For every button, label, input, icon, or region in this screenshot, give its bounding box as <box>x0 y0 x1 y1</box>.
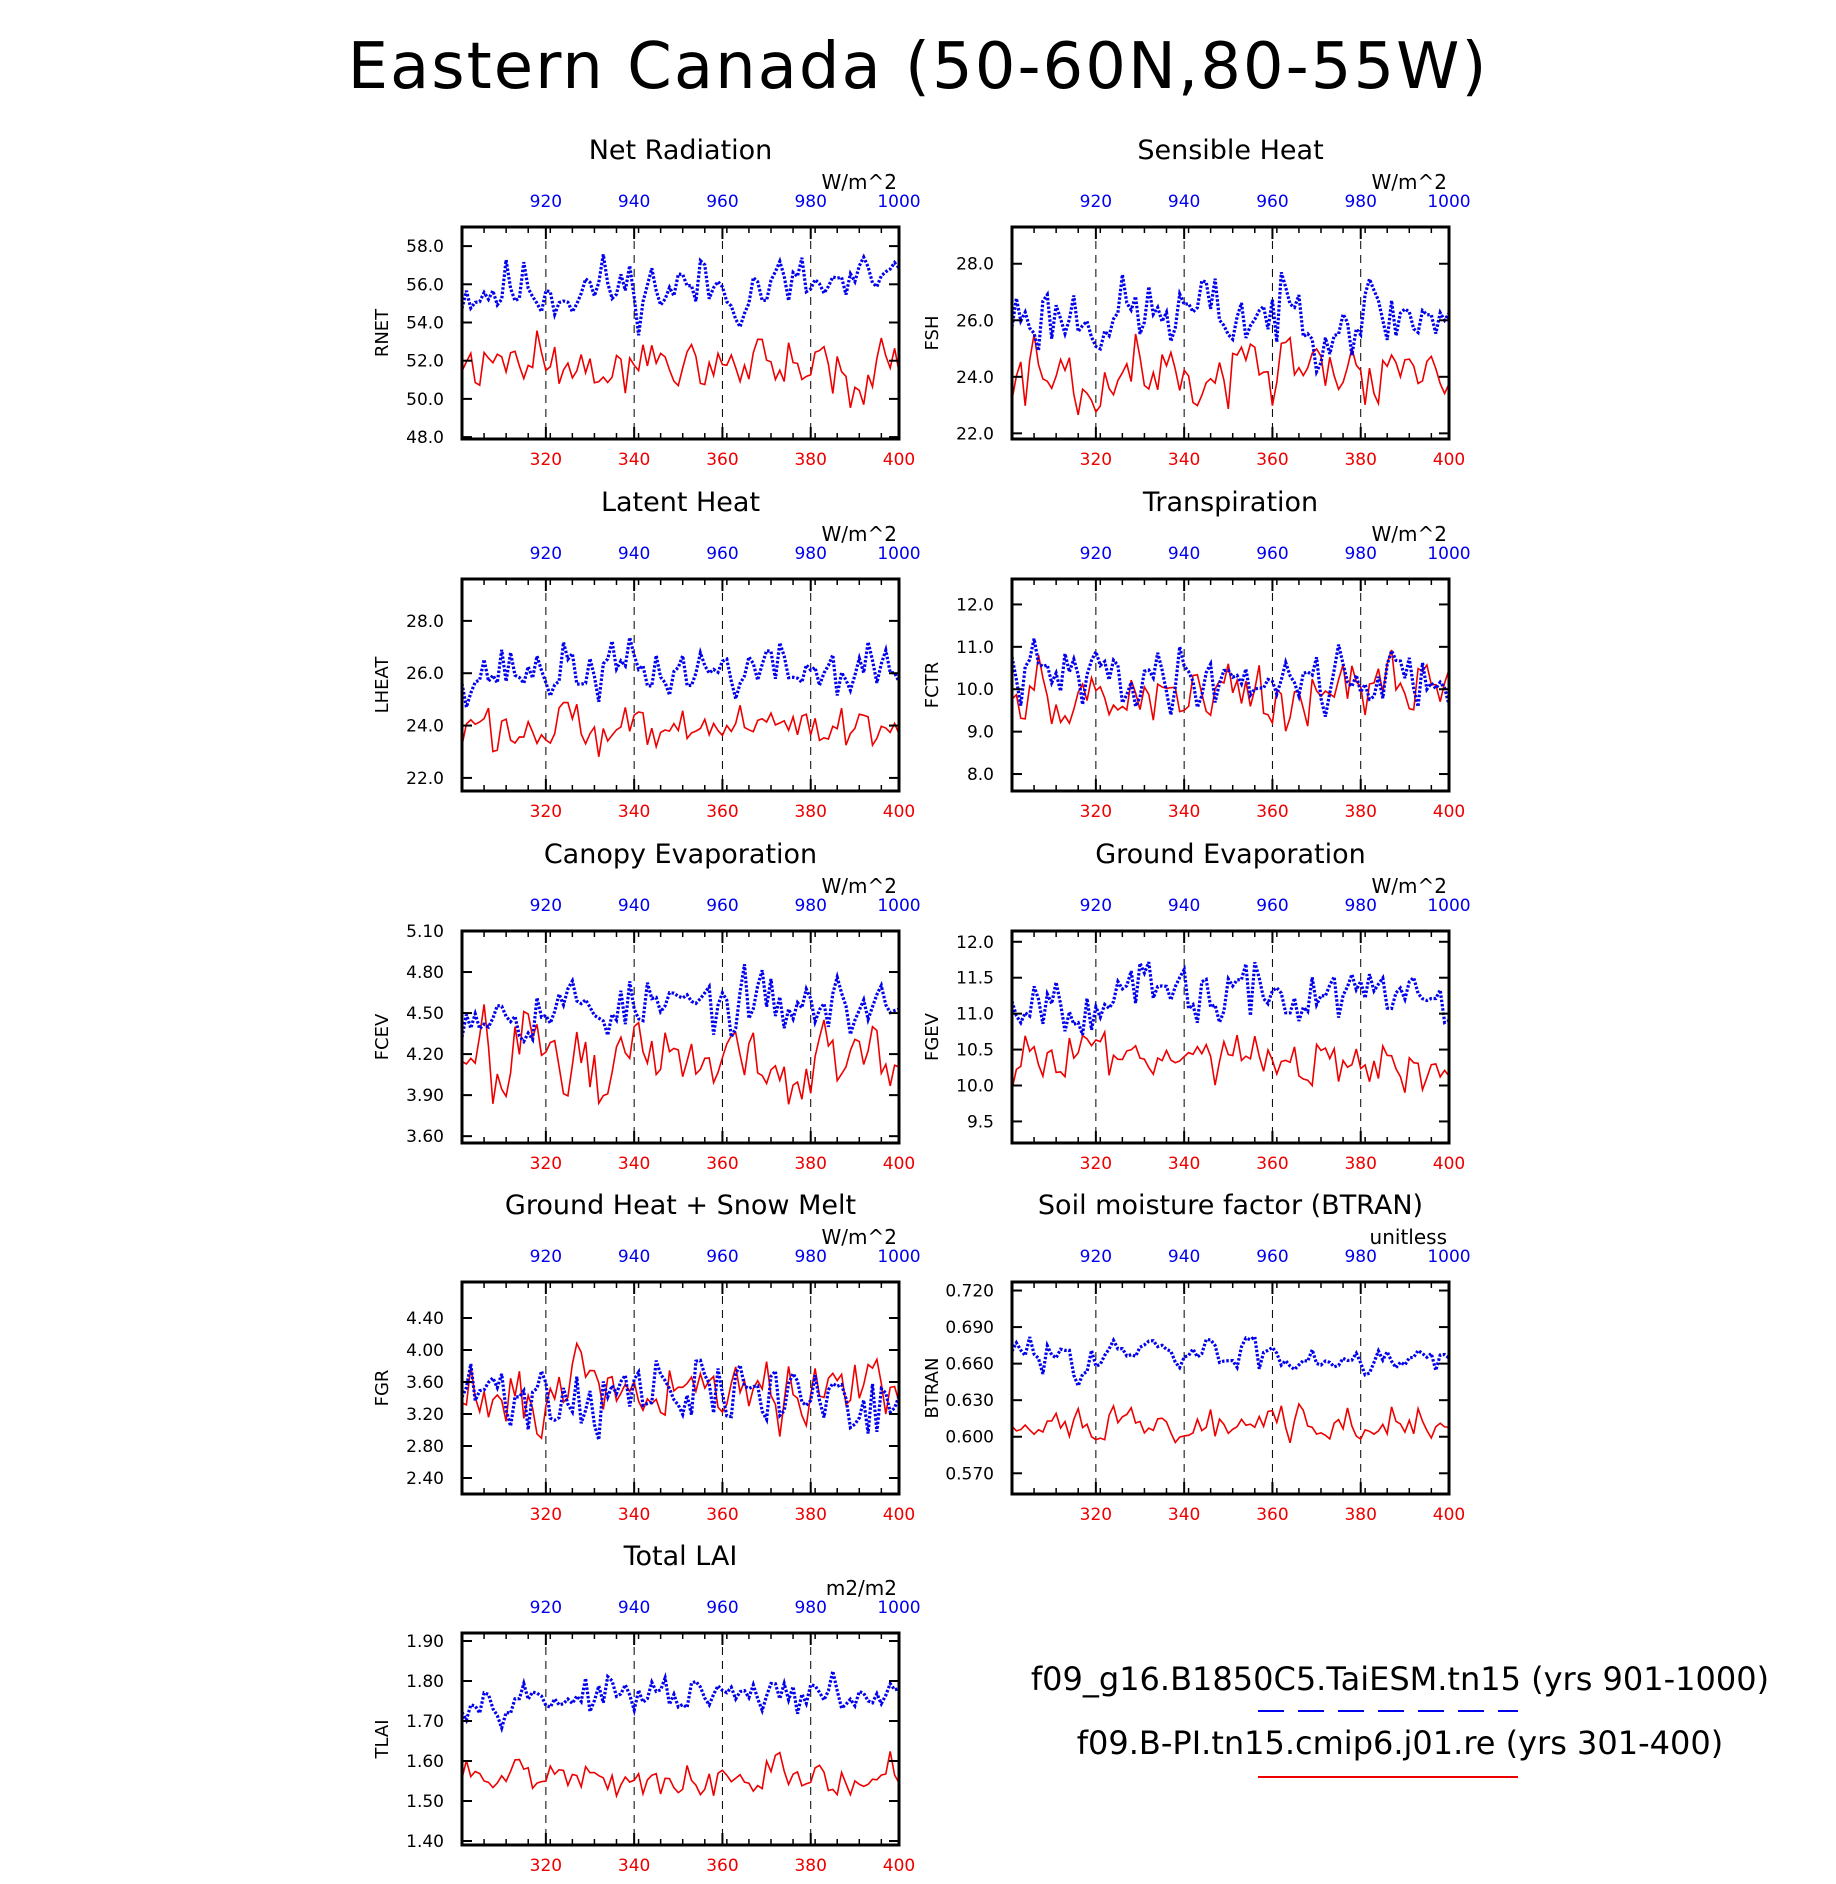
x-tick-label-bottom: 360 <box>706 802 739 822</box>
x-tick-label-bottom: 400 <box>1432 802 1466 822</box>
series-line-red <box>1012 1032 1449 1093</box>
plot-frame <box>462 227 899 439</box>
x-tick-label-bottom: 380 <box>794 1856 827 1876</box>
page-title: Eastern Canada (50-60N,80-55W) <box>347 30 1489 104</box>
y-axis-label: FGEV <box>922 1013 943 1061</box>
panel-title: Ground Evaporation <box>1095 839 1366 870</box>
series-line-red <box>462 331 899 408</box>
y-tick-label: 52.0 <box>406 351 444 372</box>
x-tick-label-bottom: 320 <box>1079 1505 1113 1525</box>
panel-title: Ground Heat + Snow Melt <box>504 1190 857 1221</box>
y-tick-label: 11.5 <box>956 968 994 989</box>
x-tick-label-top: 1000 <box>1427 192 1471 212</box>
x-tick-label-top: 980 <box>794 544 827 564</box>
x-tick-label-bottom: 380 <box>794 1154 827 1174</box>
x-tick-label-bottom: 360 <box>1256 450 1289 470</box>
x-tick-label-top: 920 <box>529 192 563 212</box>
x-tick-label-bottom: 340 <box>617 1154 651 1174</box>
y-tick-label: 3.60 <box>406 1127 444 1148</box>
panel-title: Net Radiation <box>588 135 773 166</box>
y-tick-label: 26.0 <box>956 311 994 332</box>
series-line-red <box>1012 334 1449 415</box>
y-tick-label: 0.720 <box>945 1281 994 1302</box>
y-axis-label: LHEAT <box>372 656 393 714</box>
x-tick-label-top: 1000 <box>1427 544 1471 564</box>
x-tick-label-bottom: 360 <box>706 1505 739 1525</box>
plot-frame <box>1012 1282 1449 1494</box>
x-tick-label-top: 1000 <box>877 544 921 564</box>
x-tick-label-top: 1000 <box>877 1247 921 1267</box>
y-axis-label: BTRAN <box>922 1357 943 1419</box>
y-tick-label: 1.50 <box>406 1792 444 1812</box>
x-tick-label-bottom: 380 <box>1344 1505 1377 1525</box>
y-tick-label: 24.0 <box>406 716 444 737</box>
series-line-red <box>462 703 899 757</box>
y-axis-label: RNET <box>372 308 393 358</box>
y-tick-label: 56.0 <box>406 275 444 296</box>
panel-fgr <box>372 1190 921 1525</box>
x-tick-label-bottom: 340 <box>617 1505 651 1525</box>
x-tick-label-top: 940 <box>617 896 651 916</box>
x-tick-label-bottom: 380 <box>794 802 827 822</box>
series-line-blue <box>1012 1337 1449 1386</box>
x-tick-label-top: 960 <box>706 1598 739 1618</box>
panel-title: Latent Heat <box>600 487 761 518</box>
plot-frame <box>1012 931 1449 1143</box>
y-tick-label: 54.0 <box>406 313 444 334</box>
y-tick-label: 10.0 <box>956 1076 994 1097</box>
x-tick-label-top: 1000 <box>877 896 921 916</box>
y-tick-label: 28.0 <box>406 611 444 632</box>
x-tick-label-bottom: 320 <box>1079 1154 1113 1174</box>
x-tick-label-top: 1000 <box>1427 1247 1471 1267</box>
x-tick-label-top: 980 <box>1344 1247 1377 1267</box>
x-tick-label-bottom: 360 <box>1256 1154 1289 1174</box>
panel-units: W/m^2 <box>1371 874 1447 898</box>
x-tick-label-top: 980 <box>1344 192 1377 212</box>
x-tick-label-bottom: 320 <box>529 1154 563 1174</box>
x-tick-label-top: 980 <box>794 1247 827 1267</box>
panel-btran <box>922 1190 1471 1525</box>
x-tick-label-bottom: 320 <box>529 1505 563 1525</box>
y-tick-label: 0.600 <box>945 1427 994 1448</box>
x-tick-label-top: 980 <box>1344 544 1377 564</box>
panel-title: Canopy Evaporation <box>543 839 818 870</box>
x-tick-label-top: 980 <box>794 896 827 916</box>
x-tick-label-bottom: 340 <box>1167 1505 1201 1525</box>
x-tick-label-top: 920 <box>529 1247 563 1267</box>
x-tick-label-bottom: 400 <box>882 802 916 822</box>
y-axis-label: FCTR <box>922 661 943 709</box>
x-tick-label-top: 920 <box>1079 896 1113 916</box>
x-tick-label-top: 960 <box>706 192 739 212</box>
panel-units: m2/m2 <box>825 1576 897 1600</box>
x-tick-label-top: 940 <box>617 544 651 564</box>
x-tick-label-bottom: 400 <box>1432 450 1466 470</box>
x-tick-label-bottom: 380 <box>1344 802 1377 822</box>
y-tick-label: 10.5 <box>956 1040 994 1061</box>
legend-blue-label: f09_g16.B1850C5.TaiESM.tn15 (yrs 901-1000) <box>1030 1660 1770 1698</box>
y-tick-label: 0.630 <box>945 1391 994 1412</box>
y-tick-label: 0.690 <box>945 1318 994 1339</box>
series-line-blue <box>462 1671 899 1728</box>
panel-units: W/m^2 <box>821 874 897 898</box>
plot-frame <box>1012 227 1449 439</box>
legend-blue-swatch <box>1258 1708 1518 1714</box>
x-tick-label-top: 980 <box>794 192 827 212</box>
y-tick-label: 3.60 <box>406 1373 444 1393</box>
x-tick-label-top: 960 <box>1256 1247 1289 1267</box>
x-tick-label-bottom: 360 <box>1256 802 1289 822</box>
panel-title: Transpiration <box>1142 487 1319 518</box>
x-tick-label-top: 980 <box>794 1598 827 1618</box>
x-tick-label-bottom: 400 <box>1432 1505 1466 1525</box>
x-tick-label-bottom: 340 <box>1167 802 1201 822</box>
panel-fsh <box>922 135 1471 470</box>
panel-title: Soil moisture factor (BTRAN) <box>1037 1190 1424 1221</box>
panel-units: W/m^2 <box>1371 522 1447 546</box>
series-line-red <box>462 1751 899 1796</box>
panel-fgev <box>922 839 1471 1174</box>
y-tick-label: 4.20 <box>406 1045 444 1066</box>
panel-units: W/m^2 <box>1371 170 1447 194</box>
plot-frame <box>462 579 899 791</box>
x-tick-label-bottom: 340 <box>617 450 651 470</box>
y-tick-label: 12.0 <box>956 932 994 953</box>
panel-lheat <box>372 487 921 822</box>
x-tick-label-top: 1000 <box>877 1598 921 1618</box>
x-tick-label-top: 940 <box>1167 192 1201 212</box>
panel-units: W/m^2 <box>821 1225 897 1249</box>
y-tick-label: 9.5 <box>966 1112 994 1133</box>
x-tick-label-bottom: 340 <box>1167 1154 1201 1174</box>
x-tick-label-top: 920 <box>529 896 563 916</box>
x-tick-label-top: 1000 <box>877 192 921 212</box>
x-tick-label-top: 940 <box>1167 544 1201 564</box>
legend-red-swatch <box>1258 1774 1518 1780</box>
x-tick-label-bottom: 380 <box>794 450 827 470</box>
x-tick-label-bottom: 340 <box>617 1856 651 1876</box>
y-tick-label: 4.80 <box>406 963 444 984</box>
y-tick-label: 50.0 <box>406 389 444 410</box>
series-line-blue <box>1012 962 1449 1035</box>
x-tick-label-top: 960 <box>1256 192 1289 212</box>
series-line-blue <box>462 637 899 707</box>
x-tick-label-bottom: 360 <box>706 1154 739 1174</box>
x-tick-label-bottom: 320 <box>1079 802 1113 822</box>
x-tick-label-bottom: 340 <box>1167 450 1201 470</box>
x-tick-label-top: 1000 <box>1427 896 1471 916</box>
y-tick-label: 1.40 <box>406 1832 444 1852</box>
panel-units: W/m^2 <box>821 522 897 546</box>
x-tick-label-top: 960 <box>1256 896 1289 916</box>
x-tick-label-top: 920 <box>1079 544 1113 564</box>
x-tick-label-bottom: 400 <box>882 1154 916 1174</box>
y-tick-label: 2.80 <box>406 1437 444 1457</box>
y-tick-label: 11.0 <box>956 637 994 658</box>
series-line-red <box>1012 1404 1449 1443</box>
y-tick-label: 28.0 <box>956 254 994 275</box>
y-tick-label: 5.10 <box>406 922 444 942</box>
x-tick-label-bottom: 360 <box>706 450 739 470</box>
y-axis-label: FCEV <box>372 1013 393 1061</box>
y-tick-label: 22.0 <box>956 424 994 445</box>
x-tick-label-bottom: 320 <box>529 450 563 470</box>
y-tick-label: 0.660 <box>945 1354 994 1375</box>
series-line-blue <box>462 254 899 335</box>
x-tick-label-bottom: 380 <box>794 1505 827 1525</box>
x-tick-label-top: 960 <box>1256 544 1289 564</box>
y-tick-label: 8.0 <box>966 765 994 786</box>
series-line-blue <box>462 964 899 1041</box>
panel-tlai <box>372 1541 921 1876</box>
y-tick-label: 58.0 <box>406 237 444 258</box>
x-tick-label-top: 940 <box>1167 1247 1201 1267</box>
x-tick-label-top: 960 <box>706 544 739 564</box>
x-tick-label-bottom: 320 <box>1079 450 1113 470</box>
x-tick-label-bottom: 400 <box>1432 1154 1466 1174</box>
series-line-red <box>462 1004 899 1104</box>
y-tick-label: 1.70 <box>406 1712 444 1732</box>
x-tick-label-top: 920 <box>1079 1247 1113 1267</box>
y-tick-label: 48.0 <box>406 428 444 449</box>
y-tick-label: 2.40 <box>406 1469 444 1489</box>
plot-frame <box>462 1633 899 1845</box>
y-tick-label: 4.50 <box>406 1004 444 1025</box>
panel-title: Total LAI <box>623 1541 738 1572</box>
legend-red-label: f09.B-PI.tn15.cmip6.j01.re (yrs 301-400) <box>1076 1724 1724 1762</box>
x-tick-label-bottom: 320 <box>529 802 563 822</box>
x-tick-label-bottom: 400 <box>882 1856 916 1876</box>
x-tick-label-top: 940 <box>1167 896 1201 916</box>
x-tick-label-top: 940 <box>617 1598 651 1618</box>
panel-units: unitless <box>1369 1225 1447 1249</box>
y-tick-label: 9.0 <box>966 722 994 743</box>
x-tick-label-top: 960 <box>706 896 739 916</box>
y-tick-label: 1.80 <box>406 1672 444 1692</box>
x-tick-label-top: 960 <box>706 1247 739 1267</box>
x-tick-label-bottom: 400 <box>882 450 916 470</box>
y-tick-label: 12.0 <box>956 595 994 616</box>
y-tick-label: 0.570 <box>945 1464 994 1485</box>
panel-fctr <box>922 487 1471 822</box>
x-tick-label-bottom: 400 <box>882 1505 916 1525</box>
x-tick-label-top: 920 <box>529 1598 563 1618</box>
x-tick-label-bottom: 380 <box>1344 1154 1377 1174</box>
x-tick-label-top: 920 <box>529 544 563 564</box>
panel-fcev <box>372 839 921 1174</box>
x-tick-label-top: 980 <box>1344 896 1377 916</box>
x-tick-label-top: 940 <box>617 1247 651 1267</box>
y-axis-label: FGR <box>372 1369 393 1407</box>
panel-rnet <box>372 135 921 470</box>
y-tick-label: 3.90 <box>406 1086 444 1107</box>
x-tick-label-bottom: 380 <box>1344 450 1377 470</box>
y-tick-label: 22.0 <box>406 768 444 789</box>
y-tick-label: 11.0 <box>956 1004 994 1025</box>
y-tick-label: 26.0 <box>406 664 444 685</box>
y-tick-label: 10.0 <box>956 680 994 701</box>
y-tick-label: 1.90 <box>406 1632 444 1652</box>
panel-title: Sensible Heat <box>1137 135 1324 166</box>
x-tick-label-top: 940 <box>617 192 651 212</box>
y-tick-label: 24.0 <box>956 367 994 388</box>
y-tick-label: 3.20 <box>406 1405 444 1425</box>
series-line-blue <box>1012 272 1449 371</box>
x-tick-label-bottom: 320 <box>529 1856 563 1876</box>
x-tick-label-top: 920 <box>1079 192 1113 212</box>
x-tick-label-bottom: 360 <box>1256 1505 1289 1525</box>
x-tick-label-bottom: 340 <box>617 802 651 822</box>
x-tick-label-bottom: 360 <box>706 1856 739 1876</box>
y-tick-label: 4.40 <box>406 1309 444 1329</box>
y-tick-label: 4.00 <box>406 1341 444 1361</box>
y-axis-label: FSH <box>922 315 943 351</box>
y-tick-label: 1.60 <box>406 1752 444 1772</box>
y-axis-label: TLAI <box>372 1719 393 1759</box>
panel-units: W/m^2 <box>821 170 897 194</box>
